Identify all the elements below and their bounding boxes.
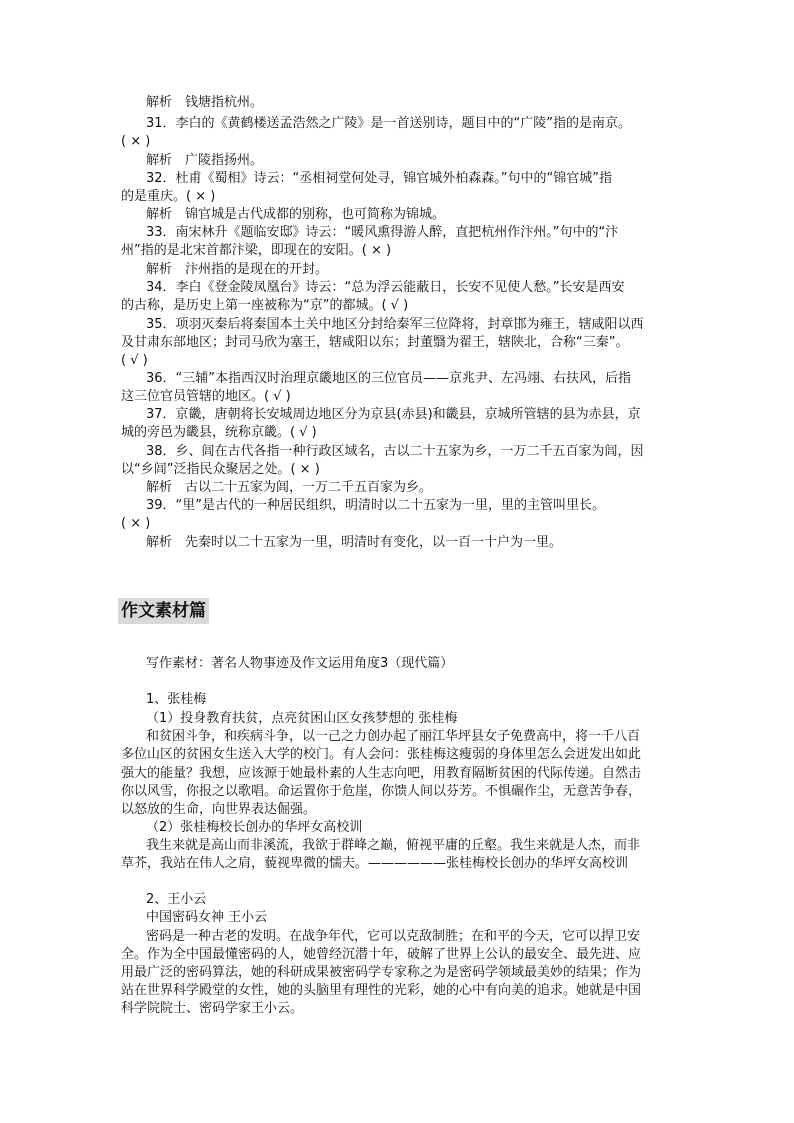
- question-31-line-2: ( × ): [121, 134, 151, 149]
- answer-analysis-39: 解析 先秦时以二十五家为一里，明清时有变化，以一百一十户为一里。: [146, 535, 563, 550]
- person-1-name: 1、张桂梅: [146, 692, 207, 707]
- question-37-line-2: 城的旁邑为畿县，统称京畿。( √ ): [121, 425, 317, 440]
- question-38-line-2: 以“乡闾”泛指民众聚居之处。( × ): [121, 462, 320, 477]
- person-2-paragraph-line-4: 站在世界科学殿堂的女性，她的头脑里有理性的光彩，她的心中有向美的追求。她就是中国: [121, 983, 642, 998]
- person-1-heading-1: （1）投身教育扶贫，点亮贫困山区女孩梦想的 张桂梅: [146, 711, 458, 726]
- question-33-line-1: 33．南宋林升《题临安邸》诗云：“暖风熏得游人醉，直把杭州作汴州。”句中的“汴: [146, 225, 619, 240]
- person-2-paragraph-line-3: 用最广泛的密码算法，她的科研成果被密码学专家称之为是密码学领域最美妙的结果；作为: [121, 965, 642, 980]
- person-1-heading-2: （2）张桂梅校长创办的华坪女高校训: [146, 820, 363, 835]
- answer-analysis-32: 解析 锦官城是古代成都的别称，也可简称为锦城。: [146, 207, 446, 222]
- question-32-line-2: 的是重庆。( × ): [121, 189, 216, 204]
- answer-analysis-31: 解析 广陵指扬州。: [146, 153, 264, 168]
- section-heading: 作文素材篇: [118, 598, 209, 624]
- question-34-line-2: 的古称，是历史上第一座被称为“京”的都城。( √ ): [121, 298, 409, 313]
- question-33-line-2: 州”指的是北宋首都汴梁，即现在的安阳。( × ): [121, 243, 392, 258]
- question-39-line-2: ( × ): [121, 516, 151, 531]
- person-2-paragraph-line-1: 密码是一种古老的发明。在战争年代，它可以克敌制胜；在和平的今天，它可以捍卫安: [146, 929, 641, 944]
- answer-analysis-30: 解析 钱塘指杭州。: [146, 95, 264, 110]
- person-1-paragraph-1-line-5: 以怒放的生命，向世界表达倔强。: [121, 802, 317, 817]
- person-1-paragraph-1-line-3: 强大的能量？我想，应该源于她最朴素的人生志向吧，用教育隔断贫困的代际传递。自然击: [121, 766, 642, 781]
- question-39-line-1: 39．“里”是古代的一种居民组织，明清时以二十五家为一里，里的主管叫里长。: [146, 498, 606, 513]
- question-35-line-3: ( √ ): [121, 353, 148, 368]
- person-1-paragraph-1-line-2: 多位山区的贫困女生送入大学的校门。有人会问：张桂梅这瘦弱的身体里怎么会迸发出如此: [121, 747, 642, 762]
- section-subtitle: 写作素材：著名人物事迹及作文运用角度3（现代篇）: [146, 656, 454, 671]
- answer-analysis-38: 解析 古以二十五家为闾，一万二千五百家为乡。: [146, 480, 433, 495]
- question-34-line-1: 34．李白《登金陵凤凰台》诗云：“总为浮云能蔽日，长安不见使人愁。”长安是西安: [146, 280, 625, 295]
- question-35-line-1: 35．项羽灭秦后将秦国本土关中地区分封给秦军三位降将，封章邯为雍王，辖咸阳以西: [146, 317, 644, 332]
- person-2-heading: 中国密码女神 王小云: [146, 910, 268, 925]
- question-37-line-1: 37．京畿，唐朝将长安城周边地区分为京县(赤县)和畿县，京城所管辖的县为赤县，京: [146, 407, 641, 422]
- person-1-paragraph-1-line-1: 和贫困斗争，和疾病斗争，以一己之力创办起了丽江华坪县女子免费高中，将一千八百: [146, 729, 641, 744]
- person-2-paragraph-line-2: 全。作为全中国最懂密码的人，她曾经沉潜十年，破解了世界上公认的最安全、最先进、应: [121, 947, 642, 962]
- person-1-paragraph-2-line-2: 草芥，我站在伟人之肩，藐视卑微的懦夫。——————张桂梅校长创办的华坪女高校训: [121, 856, 629, 871]
- question-38-line-1: 38．乡、闾在古代各指一种行政区域名，古以二十五家为乡，一万二千五百家为闾，因: [146, 444, 644, 459]
- person-2-paragraph-line-5: 科学院院士、密码学家王小云。: [121, 1001, 304, 1016]
- question-35-line-2: 及甘肃东部地区；封司马欣为塞王，辖咸阳以东；封董翳为翟王，辖陕北，合称“三秦”。: [121, 335, 629, 350]
- person-2-name: 2、王小云: [146, 892, 207, 907]
- question-31-line-1: 31．李白的《黄鹤楼送孟浩然之广陵》是一首送别诗，题目中的“广陵”指的是南京。: [146, 116, 632, 131]
- question-32-line-1: 32．杜甫《蜀相》诗云：“丞相祠堂何处寻，锦官城外柏森森。”句中的“锦官城”指: [146, 171, 612, 186]
- answer-analysis-33: 解析 汴州指的是现在的开封。: [146, 262, 329, 277]
- person-1-paragraph-1-line-4: 你以风雪，你报之以歌唱。命运置你于危崖，你馈人间以芬芳。不惧碾作尘，无意苦争春，: [121, 784, 642, 799]
- question-36-line-2: 这三位官员管辖的地区。( √ ): [121, 389, 291, 404]
- person-1-paragraph-2-line-1: 我生来就是高山而非溪流，我欲于群峰之巅，俯视平庸的丘壑。我生来就是人杰，而非: [146, 838, 641, 853]
- question-36-line-1: 36．“三辅”本指西汉时治理京畿地区的三位官员——京兆尹、左冯翊、右扶风，后指: [146, 371, 632, 386]
